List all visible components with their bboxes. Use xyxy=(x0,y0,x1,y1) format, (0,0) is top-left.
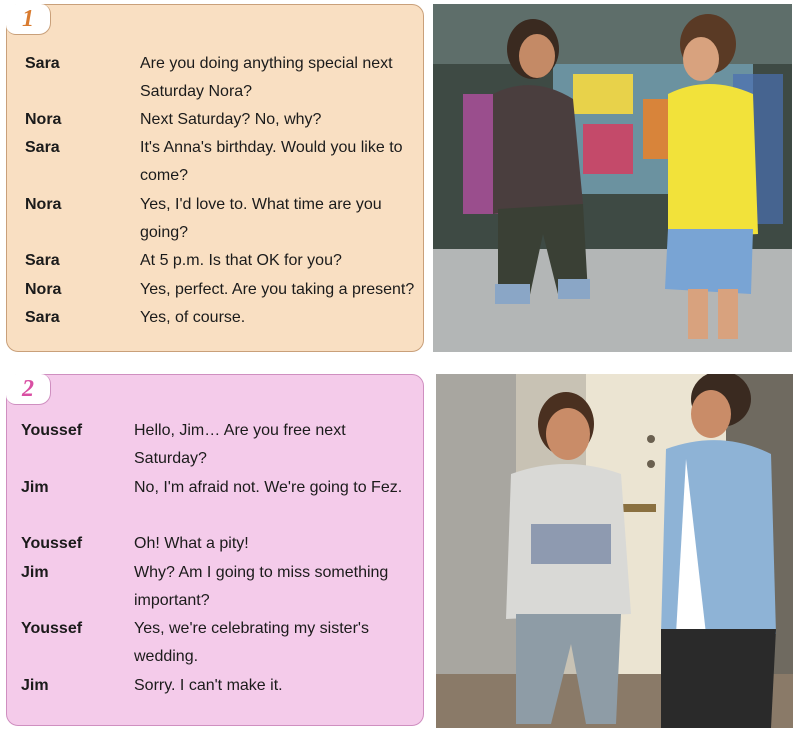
speech-text: No, I'm afraid not. We're going to Fez. xyxy=(134,479,403,496)
speech-text: Oh! What a pity! xyxy=(134,535,249,552)
speech-text: Hello, Jim… Are you free next Saturday? xyxy=(134,422,346,467)
speaker-name: Sara xyxy=(25,139,60,156)
speaker-name: Nora xyxy=(25,111,62,128)
photo-boys-at-door xyxy=(436,374,793,728)
speech-text: Yes, we're celebrating my sister's wedding. xyxy=(134,620,369,665)
speech-text: Next Saturday? No, why? xyxy=(140,111,322,128)
speech-text: At 5 p.m. Is that OK for you? xyxy=(140,252,342,269)
speaker-name: Jim xyxy=(21,564,49,581)
speaker-name: Nora xyxy=(25,281,62,298)
photo-illustration xyxy=(436,374,793,728)
speech-text: Are you doing anything special next Saturday Nora? xyxy=(140,55,393,100)
speech-text: Why? Am I going to miss something important? xyxy=(134,564,389,609)
photo-girls-shop-window xyxy=(433,4,792,352)
speaker-name: Youssef xyxy=(21,422,83,439)
photo-illustration xyxy=(433,4,792,352)
speech-text: It's Anna's birthday. Would you like to come? xyxy=(140,139,403,184)
dialogue-number-badge: 2 xyxy=(6,374,51,405)
dialogue-panel-1 xyxy=(6,4,424,352)
speaker-name: Sara xyxy=(25,55,60,72)
speech-text: Yes, I'd love to. What time are you going? xyxy=(140,196,382,241)
dialogue-number-badge: 1 xyxy=(6,4,51,35)
speaker-name: Sara xyxy=(25,309,60,326)
speaker-name: Nora xyxy=(25,196,62,213)
speaker-name: Sara xyxy=(25,252,60,269)
speaker-name: Youssef xyxy=(21,535,83,552)
speech-text: Sorry. I can't make it. xyxy=(134,677,283,694)
dialogue-panel-2 xyxy=(6,374,424,726)
speaker-name: Youssef xyxy=(21,620,83,637)
speech-text: Yes, perfect. Are you taking a present? xyxy=(140,281,415,298)
speaker-name: Jim xyxy=(21,479,49,496)
speech-text: Yes, of course. xyxy=(140,309,246,326)
speaker-name: Jim xyxy=(21,677,49,694)
